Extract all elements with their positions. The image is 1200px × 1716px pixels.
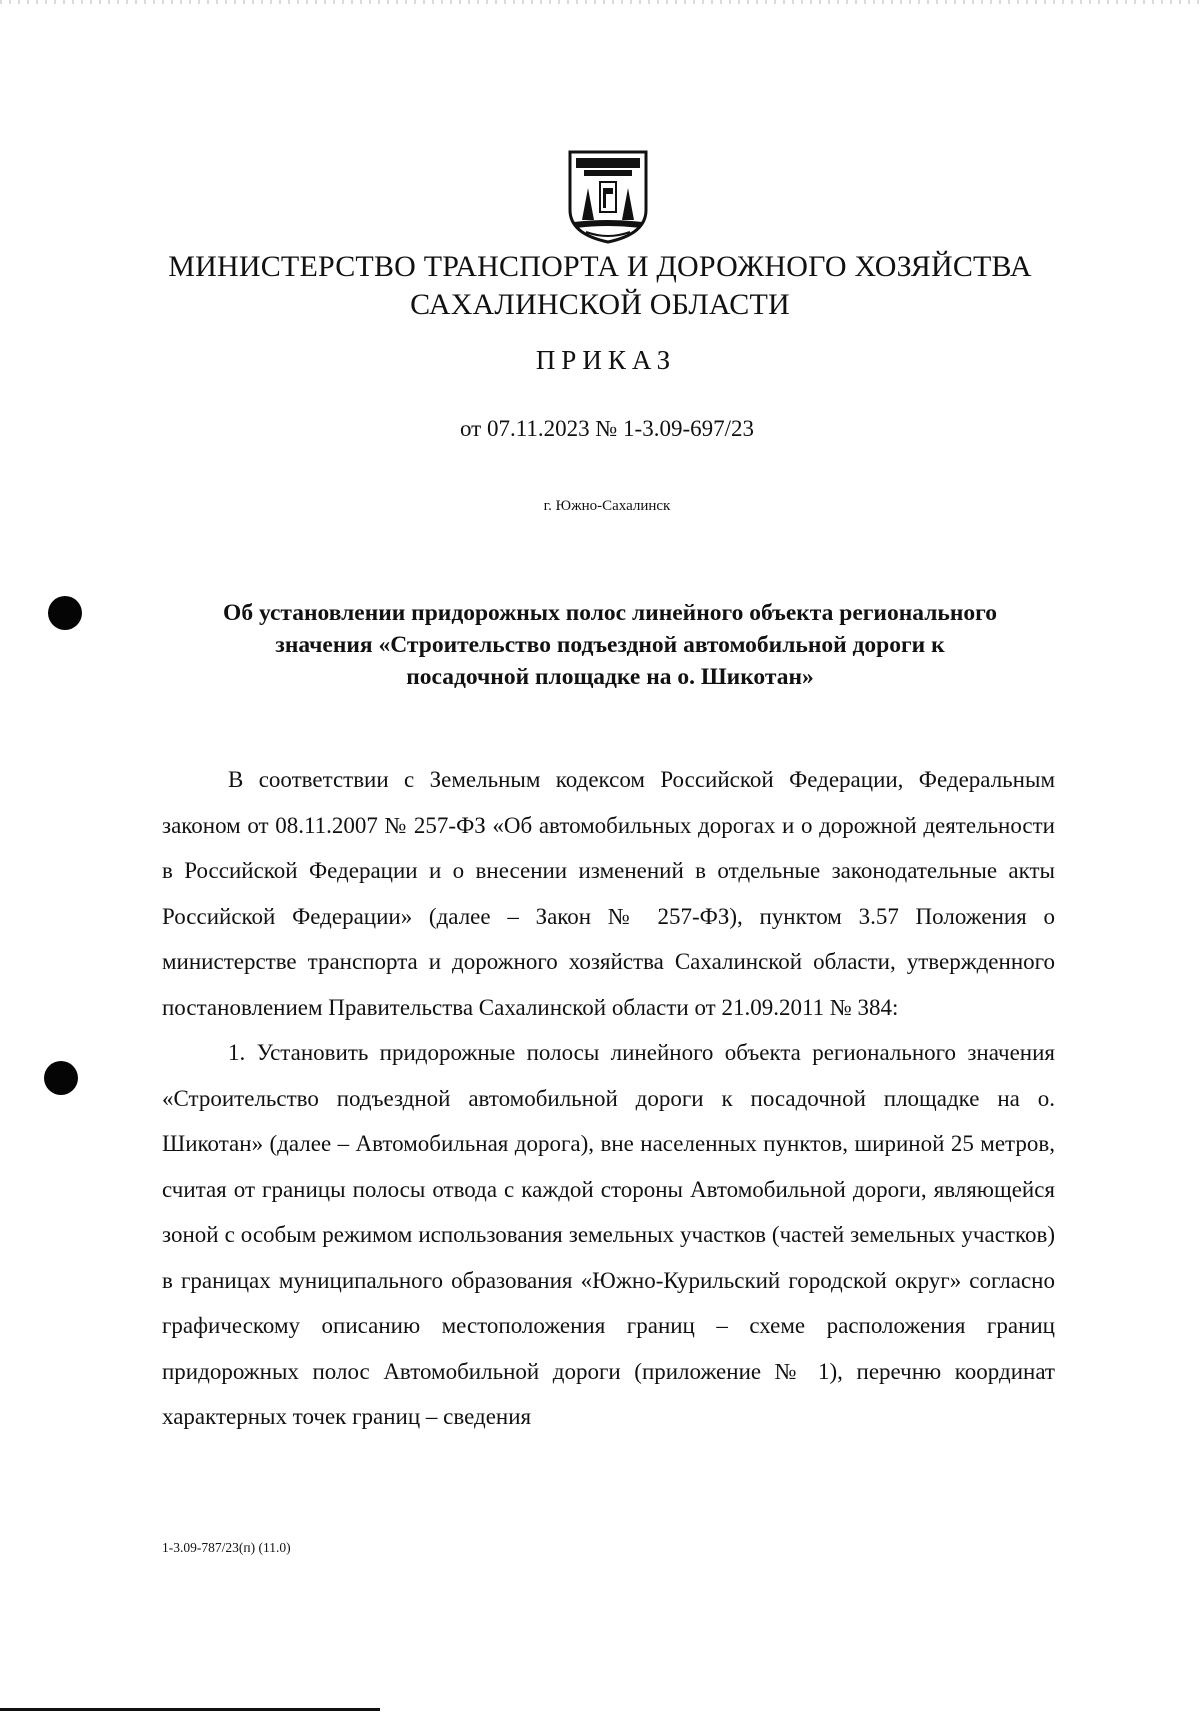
order-number: от 07.11.2023 № 1-3.09-697/23 <box>459 416 755 441</box>
ministry-name-line-2: САХАЛИНСКОЙ ОБЛАСТИ <box>410 288 790 321</box>
ministry-name <box>120 248 1080 324</box>
subject-line-1: Об установлении придорожных полос линейного объекта регионального <box>223 600 997 626</box>
body-paragraph-2: 1. Установить придорожные полосы линейного объекта регионального значения «Строительство подъездной автомобильной дороги к посадочной площадке на о. Шикотан» (далее – Автомобильная дорога), вне населенных пунктов, шириной 25 метров, считая от границы полосы отвода с каждой стороны Автомобильной дороги, являющейся зоной с особым режимом использования земельных участков (частей земельных участков) в границах муниципального образования «Южно-Курильский городской округ» согласно графическому описанию местоположения границ – схеме расположения границ придорожных полос Автомобильной дороги (приложение № 1), перечню координат характерных точек границ – сведения <box>162 1040 1055 1429</box>
document-code: 1-3.09-787/23(п) (11.0) <box>162 1540 291 1555</box>
scan-bottom-edge <box>0 1708 380 1711</box>
subject-line-2: значения «Строительство подъездной автомобильной дороги к <box>275 632 945 658</box>
sakhalin-coat-of-arms-icon <box>566 148 650 244</box>
subject-line-3: посадочной площадке на о. Шикотан» <box>406 664 814 690</box>
order-title: ПРИКАЗ <box>535 345 677 375</box>
scan-edge-marks <box>0 0 1200 4</box>
city-name: г. Южно-Сахалинск <box>543 498 671 514</box>
ministry-name-line-1: МИНИСТЕРСТВО ТРАНСПОРТА И ДОРОЖНОГО ХОЗЯЙСТВА <box>168 250 1032 283</box>
punch-hole-top <box>48 596 82 630</box>
punch-hole-bottom <box>44 1061 78 1095</box>
order-body <box>162 757 1055 1440</box>
body-paragraph-1: В соответствии с Земельным кодексом Российской Федерации, Федеральным законом от 08.11.2007 № 257-ФЗ «Об автомобильных дорогах и о дорожной деятельности в Российской Федерации и о внесении изменений в отдельные законодательные акты Российской Федерации» (далее – Закон № 257-ФЗ), пунктом 3.57 Положения о министерстве транспорта и дорожного хозяйства Сахалинской области, утвержденного постановлением Правительства Сахалинской области от 21.09.2011 № 384: <box>162 767 1055 1020</box>
order-subject <box>160 597 1060 693</box>
